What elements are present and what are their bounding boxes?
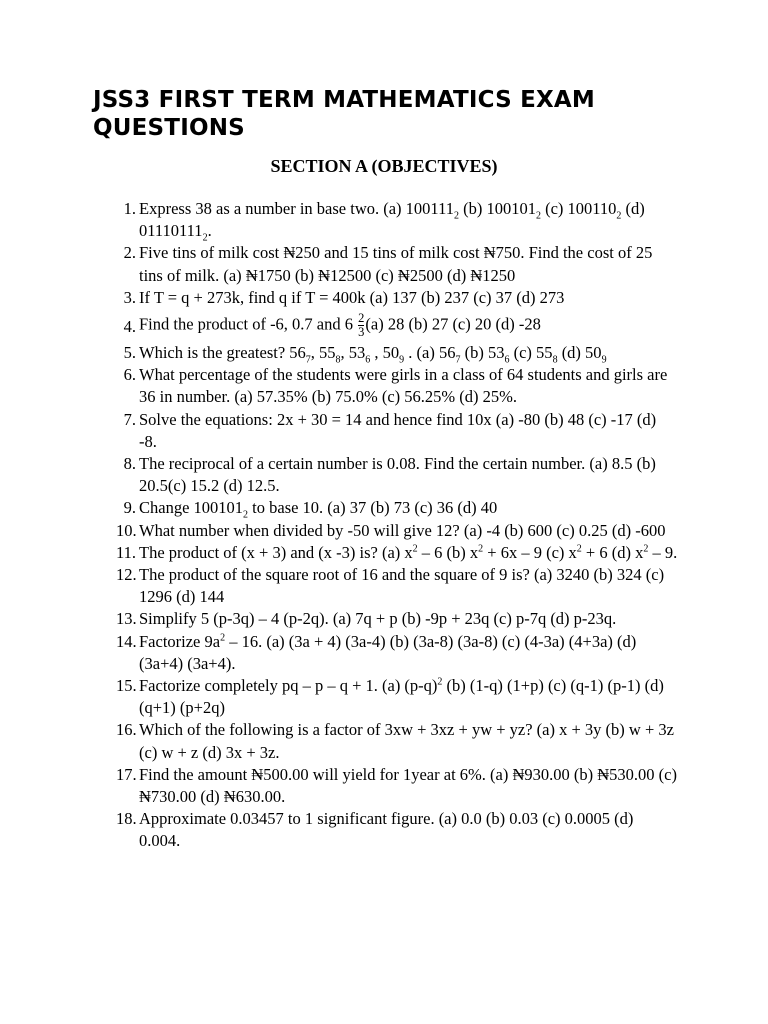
question-number: 3. bbox=[123, 287, 136, 307]
question-number: 9. bbox=[123, 498, 136, 518]
question-number: 5. bbox=[123, 343, 136, 363]
question-10 bbox=[0, 520, 768, 542]
question-text: Change $100101_2$ to base 10. (a) 37 (b) 73 (c) 36 (d) 40 bbox=[139, 498, 498, 521]
question-text: What number when divided by -50 will give 12? (a) -4 (b) 600 (c) 0.25 (d) -600 bbox=[139, 520, 666, 540]
question-text: Which is the greatest? $56_7$, $55_8$, $53_6$ , $50_9$ . (a) $56_7$ (b) $53_6$ (c) $55_8$ (d) $50_9$ bbox=[139, 343, 607, 366]
question-list bbox=[0, 198, 768, 853]
fraction: $\frac{2}{3}$ bbox=[358, 311, 365, 340]
question-2 bbox=[0, 242, 768, 286]
question-text: The product of the square root of 16 and the square of 9 is? (a) 3240 (b) 324 (c) 1296 (d) 144 bbox=[139, 565, 665, 607]
question-text: Five tins of milk cost ₦250 and 15 tins of milk cost ₦750. Find the cost of 25 tins of milk. (a) ₦1750 (b) ₦12500 (c) ₦2500 (d) ₦1250 bbox=[139, 243, 653, 285]
question-text: The reciprocal of a certain number is 0.08. Find the certain number. (a) 8.5 (b) 20.5(c) 15.2 (d) 12.5. bbox=[139, 454, 656, 496]
question-4 bbox=[0, 312, 768, 339]
question-text: Solve the equations: 2x + 30 = 14 and hence find 10x (a) -80 (b) 48 (c) -17 (d) -8. bbox=[139, 409, 657, 451]
question-18 bbox=[0, 808, 768, 852]
question-number: 4. bbox=[123, 317, 136, 337]
question-number: 17. bbox=[116, 764, 137, 784]
question-13 bbox=[0, 608, 768, 630]
question-7 bbox=[0, 409, 768, 453]
question-14 bbox=[0, 631, 768, 675]
question-text: Which of the following is a factor of 3xw + 3xz + yw + yz? (a) x + 3y (b) w + 3z (c) w + z (d) 3x + 3z. bbox=[139, 720, 674, 762]
question-number: 2. bbox=[123, 243, 136, 263]
exam-title: JSS3 FIRST TERM MATHEMATICS EXAM QUESTIONS bbox=[93, 87, 596, 141]
question-16 bbox=[0, 719, 768, 763]
question-17 bbox=[0, 764, 768, 808]
question-number: 12. bbox=[116, 565, 137, 585]
question-number: 18. bbox=[116, 809, 137, 829]
question-number: 14. bbox=[116, 631, 137, 651]
question-11 bbox=[0, 542, 768, 564]
question-number: 6. bbox=[123, 365, 136, 385]
question-text: Factorize $9a^2 - 16$. (a) (3a + 4) (3a-4) (b) (3a-8) (3a-8) (c) (4-3a) (4+3a) (d) (3a+4) (3a+4). bbox=[139, 631, 637, 673]
question-number: 16. bbox=[116, 720, 137, 740]
question-5 bbox=[0, 342, 768, 364]
question-text: If T = q + 273k, find q if T = 400k (a) 137 (b) 237 (c) 37 (d) 273 bbox=[139, 287, 565, 307]
question-text: Find the product of -6, 0.7 and 6 $\frac{2}{3}$ (a) 28 (b) 27 (c) 20 (d) -28 bbox=[139, 311, 541, 340]
question-1 bbox=[0, 198, 768, 242]
question-8 bbox=[0, 453, 768, 497]
question-number: 10. bbox=[116, 520, 137, 540]
question-text: Find the amount ₦500.00 will yield for 1year at 6%. (a) ₦930.00 (b) ₦530.00 (c) ₦730.00 (d) ₦630.00. bbox=[139, 764, 677, 807]
question-text: Factorize completely pq – p – q + 1. (a) $(p-q)^2$ (b) (1-q) (1+p) (c) (q-1) (p-1) (d) (q+1) (p+2q) bbox=[139, 676, 664, 718]
question-text: The product of (x + 3) and (x -3) is? (a) $x^2 - 6$ (b) $x^2 + 6x - 9$ (c) $x^2 + 6$ (d) $x^2 - 9$. bbox=[139, 542, 678, 562]
question-number: 13. bbox=[116, 609, 137, 629]
section-heading: SECTION A (OBJECTIVES) bbox=[270, 156, 498, 176]
question-text: Express 38 as a number in base two. (a) $100111_2$ (b) $100101_2$ (c) $100110_2$ (d) $01110111_2$. bbox=[139, 199, 645, 244]
question-number: 7. bbox=[123, 409, 136, 429]
question-6 bbox=[0, 364, 768, 408]
question-text: What percentage of the students were girls in a class of 64 students and girls are 36 in number. (a) 57.35% (b) 75.0% (c) 56.25% (d) 25%. bbox=[139, 365, 668, 407]
question-number: 8. bbox=[123, 454, 136, 474]
question-12 bbox=[0, 564, 768, 608]
question-number: 11. bbox=[116, 542, 137, 562]
question-number: 1. bbox=[123, 199, 136, 218]
question-9 bbox=[0, 497, 768, 519]
question-text: Simplify 5 (p-3q) – 4 (p-2q). (a) 7q + p (b) -9p + 23q (c) p-7q (d) p-23q. bbox=[139, 609, 617, 629]
question-text: Approximate 0.03457 to 1 significant figure. (a) 0.0 (b) 0.03 (c) 0.0005 (d) 0.004. bbox=[139, 809, 634, 851]
question-number: 15. bbox=[116, 676, 137, 696]
question-15 bbox=[0, 675, 768, 719]
question-3 bbox=[0, 287, 768, 309]
